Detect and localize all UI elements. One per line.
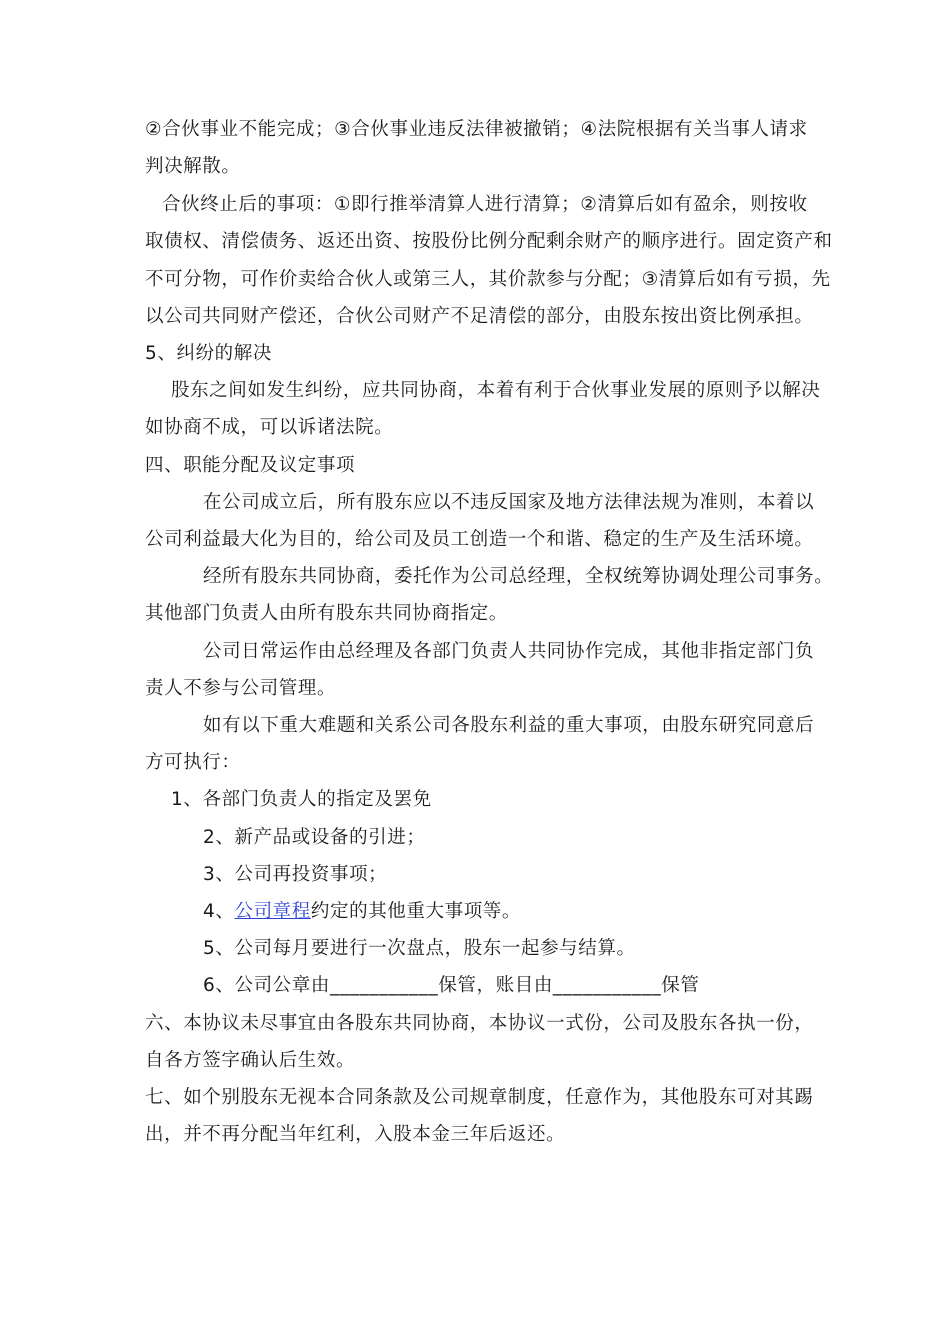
list-item-4-prefix: 4、 bbox=[203, 901, 235, 922]
dispute-resolution-heading: 5、纠纷的解决 bbox=[145, 343, 272, 364]
major-matters-paragraph-line-1: 如有以下重大难题和关系公司各股东利益的重大事项，由股东研究同意后 bbox=[203, 715, 815, 736]
list-item-6: 6、公司公章由___________保管，账目由___________保管 bbox=[203, 975, 700, 996]
post-termination-line-2: 取债权、清偿债务、返还出资、按股份比例分配剩余财产的顺序进行。固定资产和 bbox=[145, 231, 833, 252]
list-item-5: 5、公司每月要进行一次盘点，股东一起参与结算。 bbox=[203, 938, 636, 959]
company-charter-link[interactable]: 公司章程 bbox=[234, 901, 311, 922]
major-matters-paragraph-line-2: 方可执行： bbox=[145, 752, 241, 773]
list-item-4-suffix: 约定的其他重大事项等。 bbox=[310, 901, 521, 922]
list-item-1: 1、各部门负责人的指定及罢免 bbox=[171, 789, 432, 810]
list-item-4 bbox=[203, 899, 521, 925]
list-item-2: 2、新产品或设备的引进； bbox=[203, 827, 426, 848]
principle-paragraph-line-2: 公司利益最大化为目的，给公司及员工创造一个和谐、稳定的生产及生活环境。 bbox=[145, 529, 814, 550]
section-seven-line-1: 七、如个别股东无视本合同条款及公司规章制度，任意作为，其他股东可对其踢 bbox=[145, 1087, 814, 1108]
section-seven-line-2: 出，并不再分配当年红利，入股本金三年后返还。 bbox=[145, 1124, 566, 1145]
post-termination-line-3: 不可分物，可作价卖给合伙人或第三人，其价款参与分配；③清算后如有亏损，先 bbox=[145, 269, 831, 290]
dissolution-conditions-line-2: 判决解散。 bbox=[145, 156, 241, 177]
principle-paragraph-line-1: 在公司成立后，所有股东应以不违反国家及地方法律法规为准则，本着以 bbox=[203, 492, 815, 513]
section-four-heading: 四、职能分配及议定事项 bbox=[145, 455, 356, 476]
post-termination-line-1: 合伙终止后的事项：①即行推举清算人进行清算；②清算后如有盈余，则按收 bbox=[162, 194, 808, 215]
list-item-3: 3、公司再投资事项； bbox=[203, 864, 388, 885]
section-six-line-1: 六、本协议未尽事宜由各股东共同协商，本协议一式份，公司及股东各执一份， bbox=[145, 1013, 814, 1034]
dispute-paragraph-line-2: 如协商不成，可以诉诸法院。 bbox=[145, 417, 394, 438]
operations-paragraph-line-1: 公司日常运作由总经理及各部门负责人共同协作完成，其他非指定部门负 bbox=[203, 641, 815, 662]
dispute-paragraph-line-1: 股东之间如发生纠纷，应共同协商，本着有利于合伙事业发展的原则予以解决 bbox=[171, 380, 821, 401]
manager-paragraph-line-1: 经所有股东共同协商，委托作为公司总经理，全权统筹协调处理公司事务。 bbox=[203, 566, 834, 587]
manager-paragraph-line-2: 其他部门负责人由所有股东共同协商指定。 bbox=[145, 603, 508, 624]
dissolution-conditions-line-1: ②合伙事业不能完成；③合伙事业违反法律被撤销；④法院根据有关当事人请求 bbox=[145, 119, 808, 140]
operations-paragraph-line-2: 责人不参与公司管理。 bbox=[145, 678, 337, 699]
post-termination-line-4: 以公司共同财产偿还，合伙公司财产不足清偿的部分，由股东按出资比例承担。 bbox=[145, 306, 814, 327]
section-six-line-2: 自各方签字确认后生效。 bbox=[145, 1050, 356, 1071]
